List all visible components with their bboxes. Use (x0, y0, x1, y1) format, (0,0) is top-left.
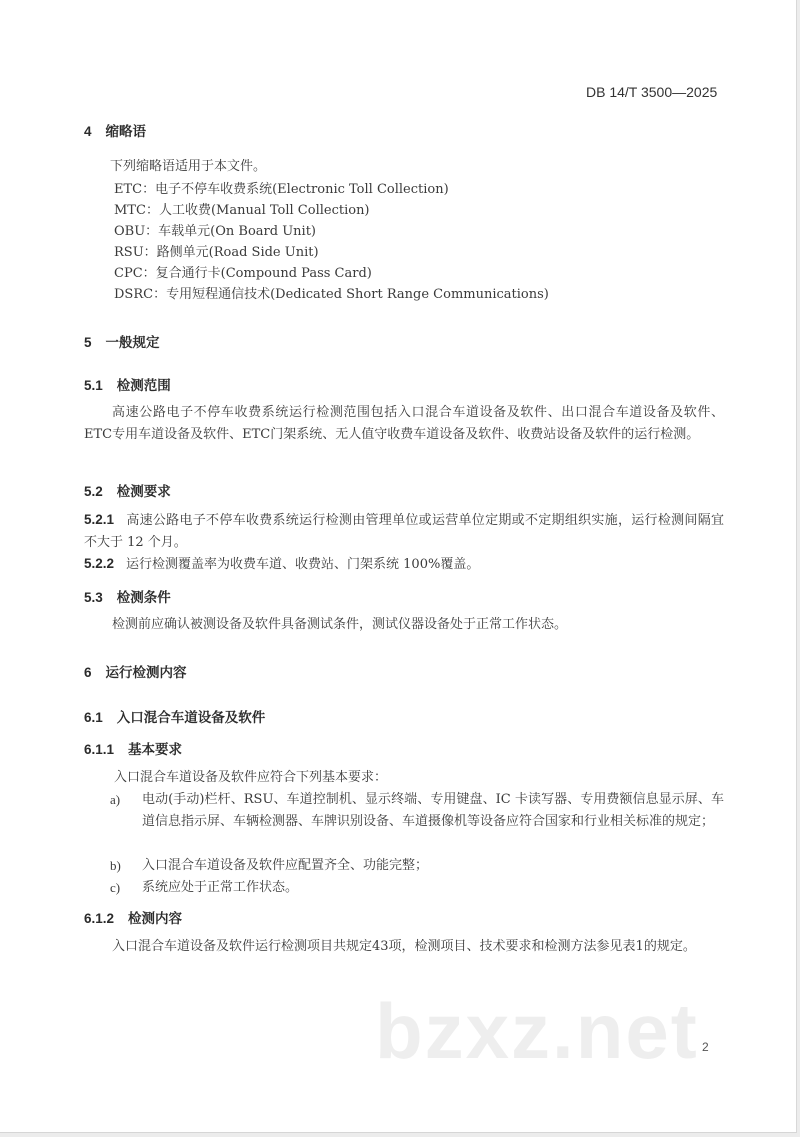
abbreviations-intro: 下列缩略语适用于本文件。 (110, 159, 267, 174)
abbr-list (114, 179, 549, 305)
abbr-item-cpc: CPC：复合通行卡(Compound Pass Card) (114, 266, 372, 281)
section-4-heading (84, 120, 146, 140)
section-5-2-2: 5.2.2 运行检测覆盖率为收费车道、收费站、门架系统 100%覆盖。 (84, 556, 480, 572)
section-6-heading: 6 运行检测内容 (84, 665, 187, 680)
abbr-item-obu: OBU：车载单元(On Board Unit) (114, 224, 316, 239)
section-6-1-2-heading: 6.1.2 检测内容 (84, 911, 183, 926)
requirement-item-a: a) 电动(手动)栏杆、RSU、车道控制机、显示终端、专用键盘、IC 卡读写器、专用费额信息显示屏、车道信息指示屏、车辆检测器、车牌识别设备、车道摄像机等设备应符合国家和行业相关标准的规定； (110, 792, 724, 829)
section-5-2-heading: 5.2 检测要求 (84, 484, 171, 499)
section-5-1-heading: 5.1 检测范围 (84, 378, 171, 393)
abbr-item-mtc: MTC：人工收费(Manual Toll Collection) (114, 203, 370, 218)
section-5-3-heading: 5.3 检测条件 (84, 590, 171, 605)
section-6-1-2-text: 入口混合车道设备及软件运行检测项目共规定43项，检测项目、技术要求和检测方法参见表1的规定。 (112, 939, 696, 954)
requirement-item-c: c) 系统应处于正常工作状态。 (110, 880, 299, 895)
abbr-item-dsrc: DSRC：专用短程通信技术(Dedicated Short Range Communications) (114, 287, 549, 302)
section-number: 4 (84, 124, 92, 139)
abbr-item-rsu: RSU：路侧单元(Road Side Unit) (114, 245, 319, 260)
section-title: 缩略语 (105, 124, 147, 139)
requirement-item-b: b) 入口混合车道设备及软件应配置齐全、功能完整； (110, 858, 429, 873)
section-5-3-text: 检测前应确认被测设备及软件具备测试条件，测试仪器设备处于正常工作状态。 (112, 617, 568, 632)
section-5-heading: 5 一般规定 (84, 335, 160, 350)
section-5-2-1: 5.2.1 高速公路电子不停车收费系统运行检测由管理单位或运营单位定期或不定期组织实施，运行检测间隔宜不大于 12 个月。 (84, 512, 724, 550)
standard-code-header: DB 14/T 3500—2025 (586, 84, 718, 100)
section-6-1-1-heading: 6.1.1 基本要求 (84, 742, 183, 757)
abbr-item-etc: ETC：电子不停车收费系统(Electronic Toll Collection) (114, 182, 449, 197)
section-6-1-1-intro: 入口混合车道设备及软件应符合下列基本要求： (114, 770, 388, 785)
page-number: 2 (702, 1040, 709, 1054)
section-5-1-text: 高速公路电子不停车收费系统运行检测范围包括入口混合车道设备及软件、出口混合车道设备及软件、ETC专用车道设备及软件、ETC门架系统、无人值守收费车道设备及软件、收费站设备及软件的运行检测。 (84, 405, 724, 442)
section-6-1-heading: 6.1 入口混合车道设备及软件 (84, 710, 266, 725)
watermark-text: bzxz.net (375, 987, 699, 1075)
